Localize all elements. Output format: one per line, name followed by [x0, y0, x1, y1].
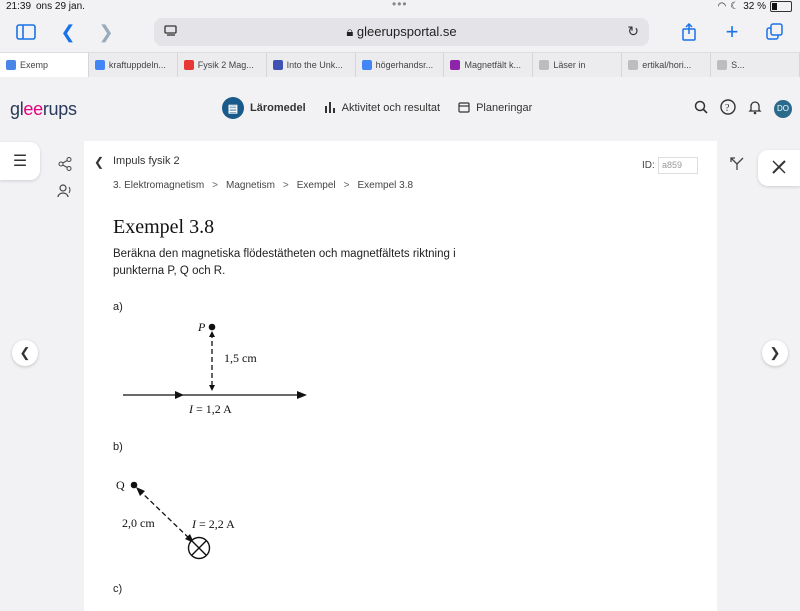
tab-favicon-icon: [717, 60, 727, 70]
tab-label: kraftuppdeln...: [108, 60, 166, 70]
tab-label: Exemp: [20, 60, 49, 70]
tab-favicon-icon: [628, 60, 638, 70]
point-p-dot: [209, 324, 216, 331]
svg-text:?: ?: [725, 103, 730, 114]
browser-tab[interactable]: [356, 53, 445, 77]
tabs-overview-icon[interactable]: [764, 14, 786, 50]
tab-favicon-icon: [450, 60, 460, 70]
browser-tab[interactable]: [711, 53, 800, 77]
list-icon: ☰: [12, 153, 28, 170]
chevron-right-icon: ❯: [769, 345, 781, 360]
tab-favicon-icon: [6, 60, 16, 70]
tab-favicon-icon: [184, 60, 194, 70]
tab-label: S...: [731, 60, 745, 70]
part-c-label: c): [113, 583, 123, 595]
nav-planeringar[interactable]: Planeringar: [458, 101, 532, 116]
tab-bar: [0, 52, 800, 78]
calendar-icon: [458, 101, 470, 116]
point-q-label: Q: [116, 478, 125, 492]
chevron-left-icon: ❮: [19, 345, 31, 360]
expand-icon[interactable]: [730, 157, 744, 174]
browser-tab[interactable]: [622, 53, 711, 77]
browser-tab[interactable]: [533, 53, 622, 77]
clock: 21:39: [6, 1, 32, 12]
tab-favicon-icon: [362, 60, 372, 70]
back-icon[interactable]: ❮: [60, 21, 76, 42]
tab-favicon-icon: [273, 60, 283, 70]
figure-b: [112, 473, 292, 569]
moon-icon: ☾: [730, 1, 740, 12]
browser-tab[interactable]: [0, 53, 89, 77]
distance-label-b: 2,0 cm: [122, 516, 155, 530]
tools-menu-button[interactable]: [758, 150, 800, 186]
back-chevron-icon[interactable]: ❮: [94, 155, 105, 169]
page-title: Exempel 3.8: [113, 216, 215, 238]
breadcrumb-item[interactable]: Exempel: [296, 180, 336, 191]
lock-icon: 🔒︎: [346, 24, 357, 39]
share-icon[interactable]: [678, 14, 700, 50]
tab-favicon-icon: [539, 60, 549, 70]
browser-tab[interactable]: [444, 53, 533, 77]
tools-icon: [771, 159, 787, 178]
tab-label: högerhandsr...: [375, 60, 434, 70]
nav-aktivitet[interactable]: Aktivitet och resultat: [324, 101, 440, 116]
bell-icon[interactable]: [748, 99, 762, 118]
previous-page-button[interactable]: [12, 340, 38, 366]
current-arrow: [175, 391, 184, 399]
id-label: ID:: [642, 160, 655, 171]
read-aloud-icon[interactable]: [57, 184, 73, 201]
tab-label: Fysik 2 Mag...: [197, 60, 254, 70]
book-title-link[interactable]: Impuls fysik 2: [113, 155, 180, 167]
breadcrumb-item[interactable]: Exempel 3.8: [357, 180, 414, 191]
sidebar-toggle-icon[interactable]: [12, 14, 40, 50]
browser-tab[interactable]: [89, 53, 178, 77]
task-description: Beräkna den magnetiska flödestätheten och magnetfältets riktning i punkterna P, Q och R.: [113, 248, 456, 277]
browser-toolbar: [0, 14, 800, 50]
figure-a: [119, 319, 319, 419]
forward-icon[interactable]: ❯: [98, 21, 114, 42]
date: ons 29 jan.: [36, 1, 85, 12]
book-icon: ▤: [222, 97, 244, 119]
reload-icon[interactable]: ↻: [627, 23, 639, 39]
content-card: [84, 141, 717, 611]
battery-icon: [770, 1, 792, 12]
nav-laromedel[interactable]: ▤ Läromedel: [222, 97, 306, 119]
status-bar: [0, 0, 800, 14]
wifi-icon: ◠: [717, 1, 727, 12]
app-header: [0, 77, 800, 139]
distance-label: 1,5 cm: [224, 351, 257, 365]
tab-favicon-icon: [95, 60, 105, 70]
help-icon[interactable]: [720, 99, 736, 118]
breadcrumb-item[interactable]: Magnetism: [226, 180, 275, 191]
search-icon[interactable]: [694, 100, 708, 117]
tab-label: Into the Unk...: [286, 60, 343, 70]
toc-menu-button[interactable]: [0, 142, 40, 180]
browser-tab[interactable]: [178, 53, 267, 77]
tab-label: Magnetfält k...: [464, 60, 521, 70]
battery-label: 32 %: [743, 1, 766, 12]
main-nav: [222, 97, 532, 119]
part-b-label: b): [113, 441, 123, 453]
url-text[interactable]: gleerupsportal.se: [356, 24, 457, 39]
point-p-label: P: [198, 320, 206, 334]
share-node-icon[interactable]: [58, 157, 72, 174]
breadcrumb: 3. Elektromagnetism > Magnetism > Exempel > Exempel 3.8: [113, 180, 414, 191]
part-a-label: a): [113, 301, 123, 313]
current-label: I = 1,2 A: [189, 402, 232, 416]
tab-label: ertikal/hori...: [642, 60, 692, 70]
new-tab-icon[interactable]: +: [725, 19, 739, 44]
browser-tab[interactable]: [267, 53, 356, 77]
multitask-dots-icon[interactable]: •••: [392, 0, 408, 11]
gleerups-logo[interactable]: gleerups: [10, 99, 77, 119]
current-label-b: I = 2,2 A: [192, 517, 235, 531]
breadcrumb-item[interactable]: 3. Elektromagnetism: [113, 180, 205, 191]
tab-label: Läser in: [553, 60, 586, 70]
avatar[interactable]: DO: [774, 100, 792, 118]
bar-chart-icon: [324, 101, 336, 116]
next-page-button[interactable]: [762, 340, 788, 366]
address-bar[interactable]: [154, 18, 649, 46]
id-field[interactable]: a859: [658, 157, 698, 174]
